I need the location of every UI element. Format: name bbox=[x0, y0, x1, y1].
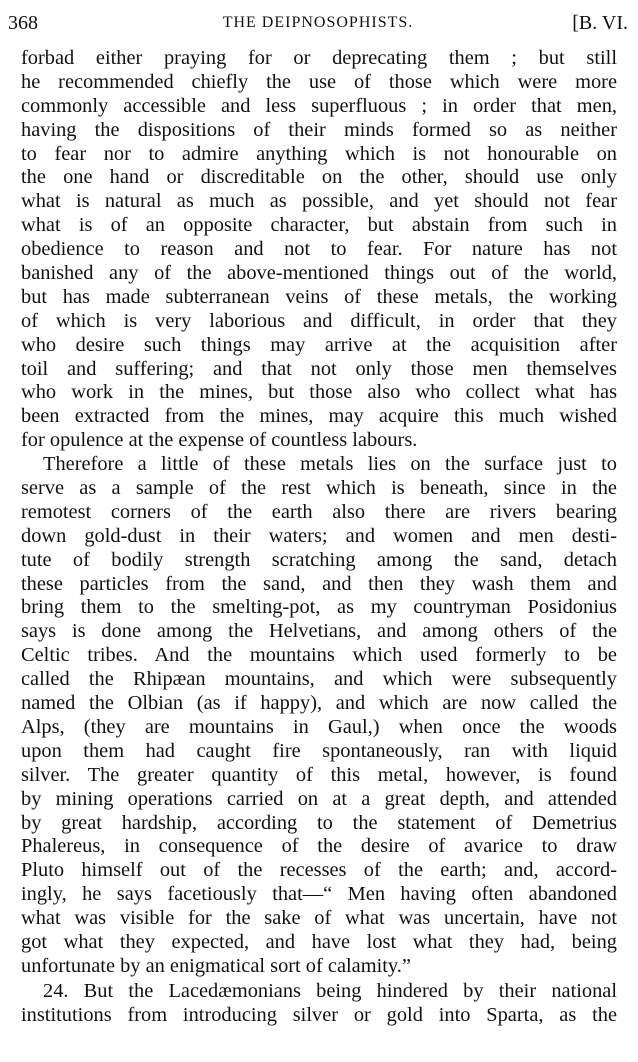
text-line: forbad either praying for or deprecating them ; but still bbox=[21, 47, 617, 69]
text-line: down gold-dust in their waters; and women and men desti- bbox=[21, 524, 617, 547]
text-line: 24. But the Lacedæmonians being hindered by their national bbox=[43, 979, 617, 1002]
page-header bbox=[8, 8, 628, 38]
text-line: by mining operations carried on at a great depth, and attended bbox=[21, 787, 617, 810]
text-line: named the Olbian (as if happy), and which are now called the bbox=[21, 692, 617, 715]
text-line: to fear nor to admire anything which is not honourable on bbox=[21, 142, 617, 165]
text-line: for opulence at the expense of countless labours. bbox=[21, 429, 418, 452]
text-line: silver. The greater quantity of this metal, however, is found bbox=[21, 763, 617, 786]
text-line: remotest corners of the earth also there are rivers bearing bbox=[21, 500, 617, 523]
text-line: Alps, (they are mountains in Gaul,) when once the woods bbox=[21, 715, 617, 738]
text-line: these particles from the sand, and then they wash them and bbox=[21, 572, 617, 595]
text-line: he recommended chiefly the use of those which were more bbox=[21, 70, 617, 93]
page-number: 368 bbox=[8, 12, 38, 34]
text-line: obedience to reason and not to fear. For nature has not bbox=[21, 238, 617, 261]
text-line: bring them to the smelting-pot, as my countryman Posidonius bbox=[21, 596, 617, 619]
text-line: having the dispositions of their minds formed so as neither bbox=[21, 118, 617, 141]
text-line: upon them had caught fire spontaneously, ran with liquid bbox=[21, 739, 617, 762]
text-line: but has made subterranean veins of these metals, the working bbox=[21, 285, 617, 308]
text-line: the one hand or discreditable on the other, should use only bbox=[21, 166, 617, 189]
text-line: banished any of the above-mentioned things out of the world, bbox=[21, 262, 617, 285]
text-line: called the Rhipæan mountains, and which were subsequently bbox=[21, 668, 617, 691]
text-line: what was visible for the sake of what was uncertain, have not bbox=[21, 907, 617, 930]
text-line: got what they expected, and have lost what they had, being bbox=[21, 930, 617, 953]
text-line: tute of bodily strength scratching among the sand, detach bbox=[21, 548, 617, 571]
text-line: Pluto himself out of the recesses of the earth; and, accord- bbox=[21, 859, 617, 882]
book-reference: [B. VI. bbox=[572, 12, 628, 34]
text-line: says is done among the Helvetians, and among others of the bbox=[21, 620, 617, 643]
text-line: who desire such things may arrive at the acquisition after bbox=[21, 333, 617, 356]
text-line: what is of an opposite character, but abstain from such in bbox=[21, 214, 617, 237]
text-line: serve as a sample of the rest which is beneath, since in the bbox=[21, 477, 617, 500]
text-line: by great hardship, according to the statement of Demetrius bbox=[21, 811, 617, 834]
text-line: institutions from introducing silver or gold into Sparta, as the bbox=[21, 1003, 617, 1026]
text-line: who work in the mines, but those also who collect what has bbox=[21, 381, 617, 404]
text-line: been extracted from the mines, may acquire this much wished bbox=[21, 405, 617, 428]
text-line: commonly accessible and less superfluous ; in order that men, bbox=[21, 94, 617, 117]
body-text bbox=[21, 47, 617, 1028]
text-line: toil and suffering; and that not only those men themselves bbox=[21, 357, 617, 380]
text-line: ingly, he says facetiously that—“ Men having often abandoned bbox=[21, 883, 617, 906]
text-line: of which is very laborious and difficult, in order that they bbox=[21, 309, 617, 332]
text-line: Celtic tribes. And the mountains which used formerly to be bbox=[21, 644, 617, 667]
running-title: THE DEIPNOSOPHISTS. bbox=[222, 14, 414, 31]
text-line: Phalereus, in consequence of the desire of avarice to draw bbox=[21, 835, 617, 858]
text-line: unfortunate by an enigmatical sort of calamity.” bbox=[21, 954, 411, 977]
text-line: Therefore a little of these metals lies on the surface just to bbox=[43, 453, 617, 476]
text-line: what is natural as much as possible, and yet should not fear bbox=[21, 190, 617, 213]
